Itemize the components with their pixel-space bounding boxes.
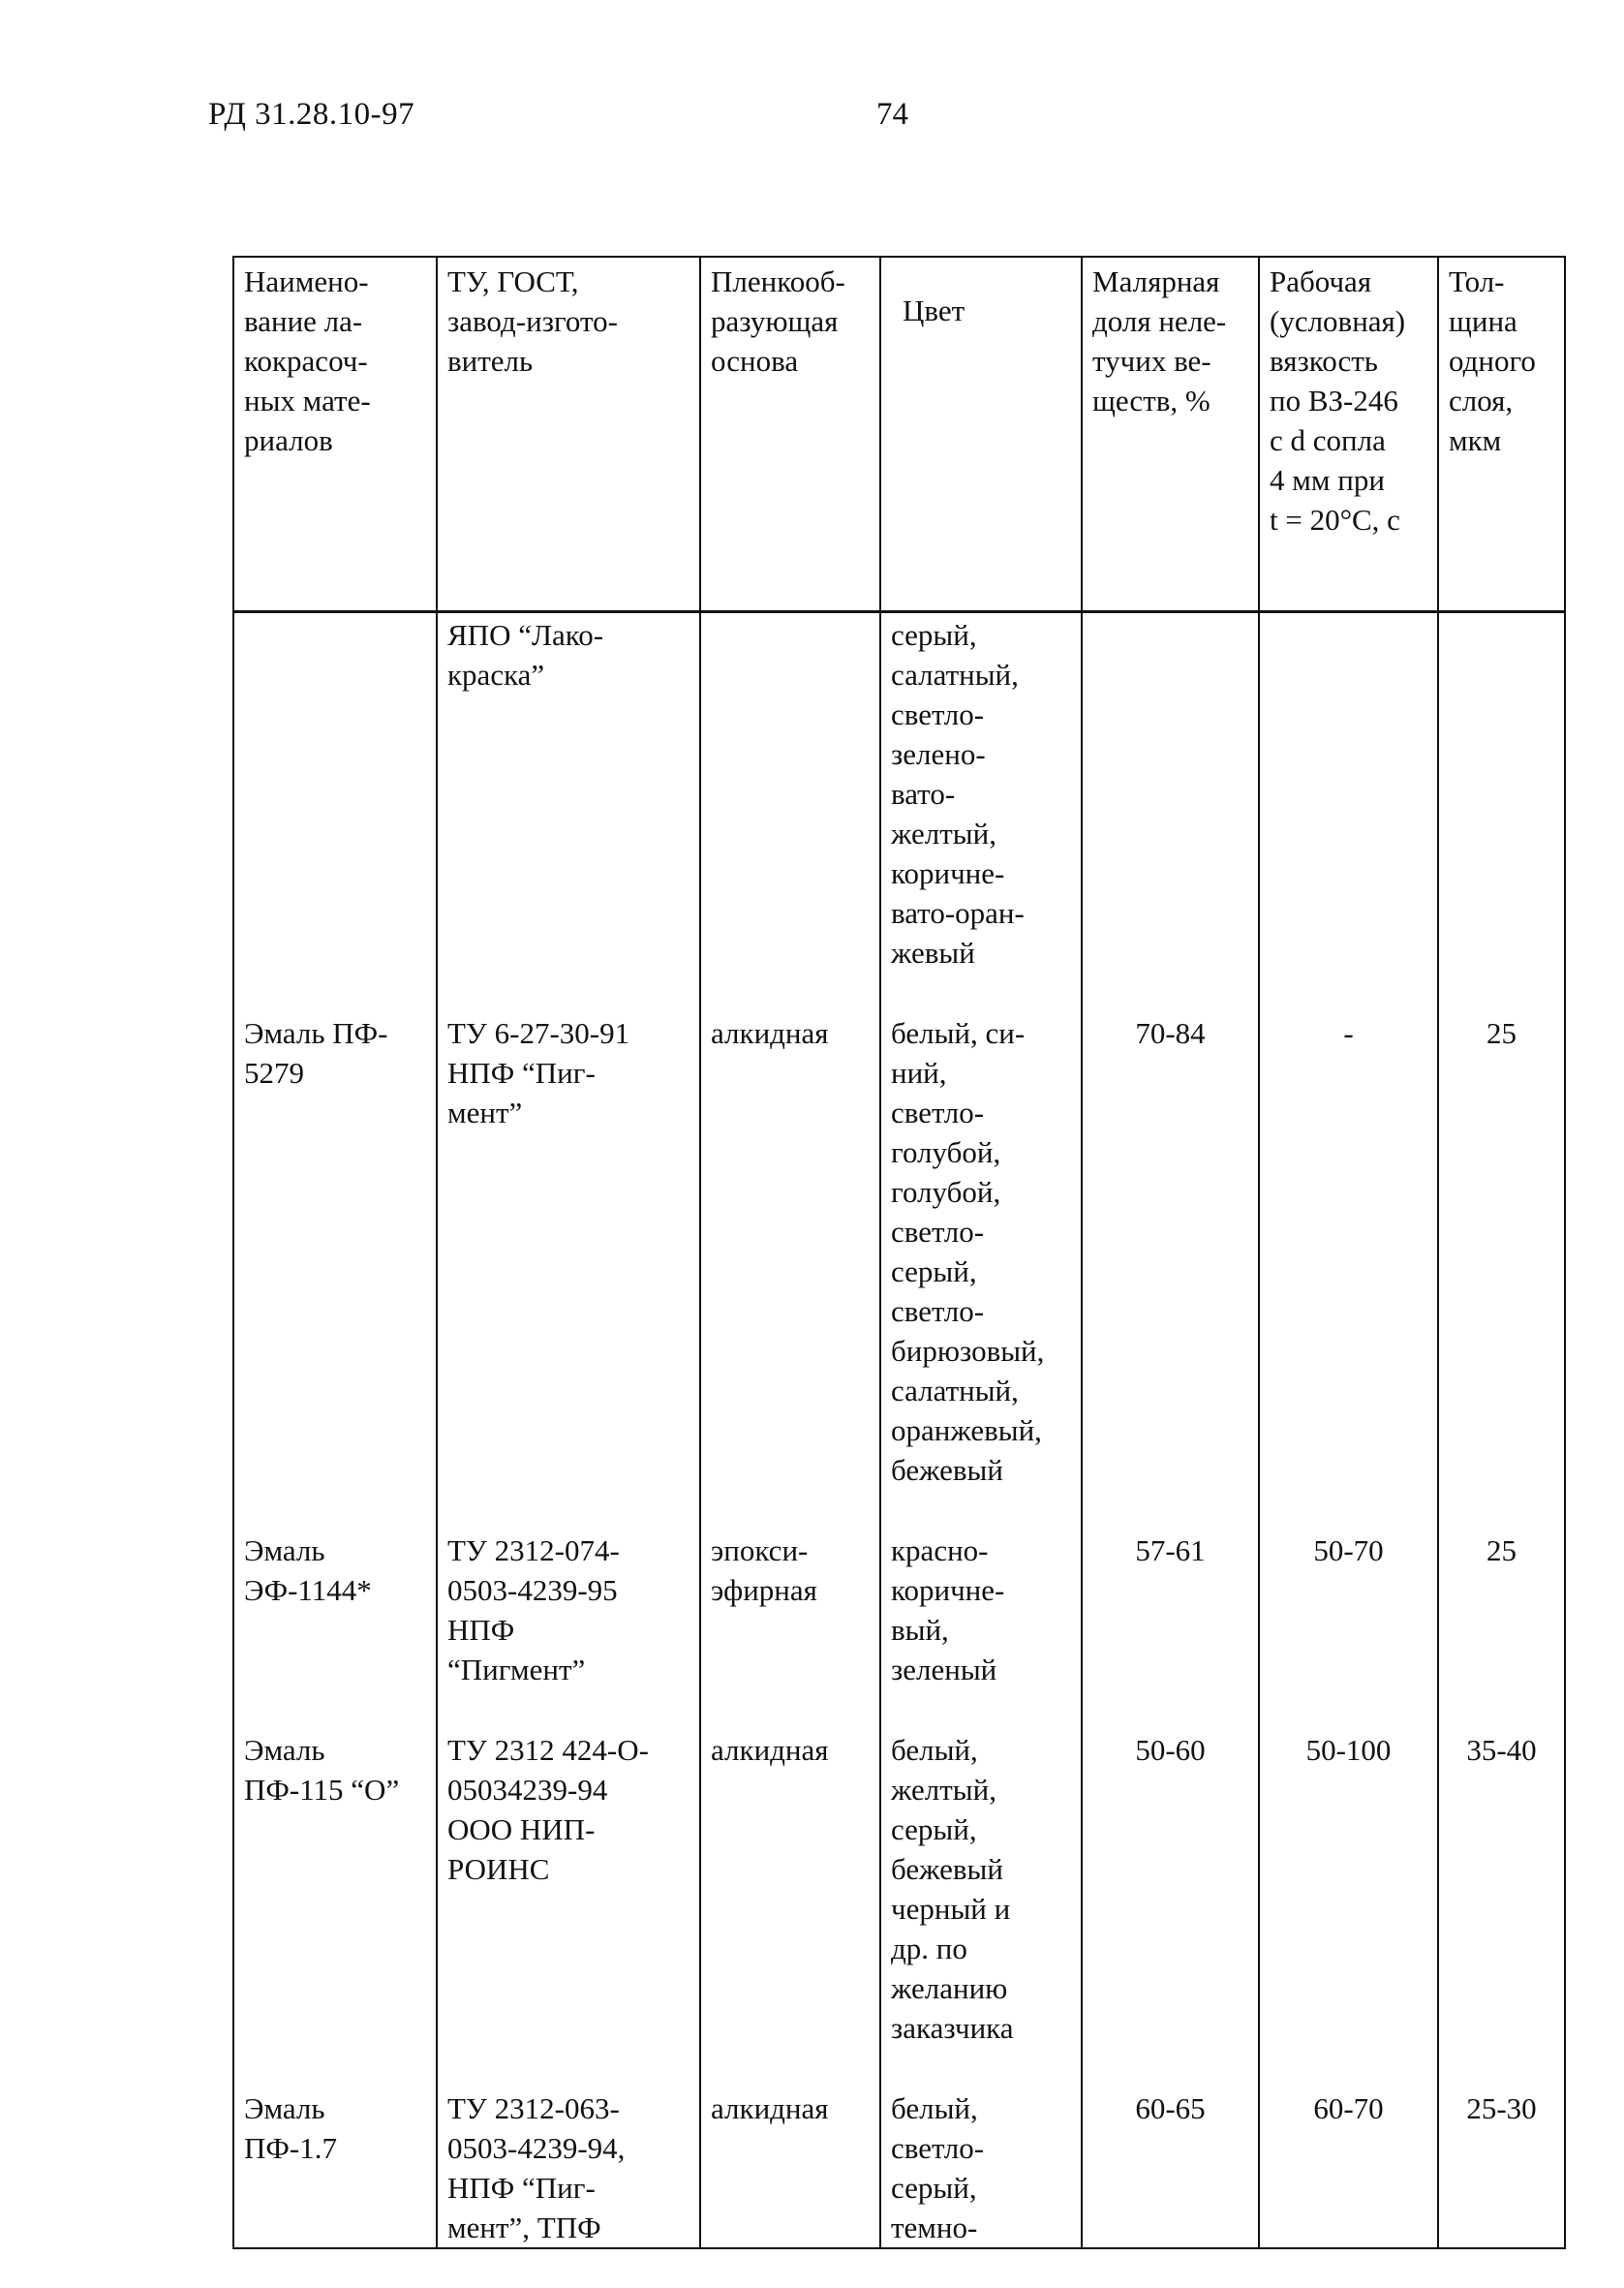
header-film-former [700, 257, 880, 612]
cell-text-line: НПФ “Пиг- [447, 1056, 596, 1090]
header-text-line: Рабочая [1270, 264, 1372, 298]
cell-text-line: желанию [891, 1971, 1008, 2005]
header-text-line: щина [1449, 304, 1517, 338]
cell-text-line: серый, [891, 618, 977, 652]
header-text-line: ТУ, ГОСТ, [447, 264, 579, 298]
cell-text-line: салатный, [891, 658, 1019, 692]
cell-text-line: ТУ 2312-074- [447, 1533, 620, 1567]
cell-text-line: заказчика [891, 2011, 1014, 2045]
cell-text-line: ЯПО “Лако- [447, 618, 604, 652]
header-layer-thickness [1438, 257, 1565, 612]
cell-value: 70-84 [1135, 1016, 1206, 1050]
cell-value: 60-65 [1135, 2091, 1206, 2125]
cell-text-line: 05034239-94 [447, 1773, 608, 1807]
header-text-line: мкм [1449, 423, 1502, 457]
cell-spec-manufacturer [437, 612, 700, 1006]
cell-value: 25 [1486, 1533, 1517, 1567]
cell-text-line: оранжевый, [891, 1413, 1042, 1447]
cell-text-line: черный и [891, 1892, 1011, 1926]
table-row [233, 612, 1565, 1006]
cell-layer-thickness [1438, 612, 1565, 1006]
cell-color [880, 612, 1082, 1006]
table-row [233, 1523, 1565, 1722]
cell-nonvolatile-fraction [1082, 1005, 1259, 1523]
header-text-line: t = 20°С, с [1270, 503, 1400, 537]
table-row [233, 1722, 1565, 2081]
cell-text-line: 5279 [244, 1056, 304, 1090]
header-text-line: вание ла- [244, 304, 363, 338]
table-row [233, 1005, 1565, 1523]
paint-materials-table [232, 256, 1566, 2249]
cell-text-line: ООО НИП- [447, 1812, 596, 1846]
header-text-line: завод-изгото- [447, 304, 618, 338]
cell-text-line: светло- [891, 1294, 985, 1328]
cell-layer-thickness [1438, 1005, 1565, 1523]
cell-text-line: ЭФ-1144* [244, 1573, 372, 1607]
header-text-line: слоя, [1449, 384, 1514, 417]
cell-value: 50-100 [1305, 1733, 1392, 1767]
cell-spec-manufacturer [437, 1005, 700, 1523]
cell-color [880, 2081, 1082, 2248]
cell-material-name [233, 1005, 437, 1523]
cell-layer-thickness [1438, 2081, 1565, 2248]
header-text-line: риалов [244, 423, 333, 457]
header-viscosity [1259, 257, 1438, 612]
table-body [233, 612, 1565, 2249]
cell-text-line: зелено- [891, 737, 986, 771]
cell-text-line: РОИНС [447, 1852, 550, 1886]
header-text-line: витель [447, 344, 534, 378]
cell-film-former [700, 612, 880, 1006]
cell-viscosity [1259, 1523, 1438, 1722]
header-text-line: с d сопла [1270, 423, 1386, 457]
cell-text-line: мент” [447, 1096, 523, 1129]
cell-text-line: светло- [891, 697, 985, 731]
cell-nonvolatile-fraction [1082, 2081, 1259, 2248]
cell-value: 25 [1486, 1016, 1517, 1050]
cell-color [880, 1005, 1082, 1523]
cell-value: 50-60 [1135, 1733, 1206, 1767]
cell-text-line: темно- [891, 2211, 978, 2244]
cell-value: 25-30 [1466, 2091, 1537, 2125]
cell-text-line: серый, [891, 2171, 977, 2205]
cell-spec-manufacturer [437, 2081, 700, 2248]
cell-film-former [700, 1722, 880, 2081]
cell-text-line: Эмаль [244, 1733, 325, 1767]
cell-text-line: белый, [891, 2091, 978, 2125]
header-text-line: Малярная [1092, 264, 1220, 298]
cell-text-line: ПФ-115 “О” [244, 1773, 400, 1807]
cell-color [880, 1722, 1082, 2081]
cell-film-former [700, 2081, 880, 2248]
cell-text-line: эпокси- [711, 1533, 809, 1567]
header-text-line: ществ, % [1092, 384, 1210, 417]
header-material-name [233, 257, 437, 612]
cell-viscosity [1259, 1005, 1438, 1523]
cell-value: 35-40 [1466, 1733, 1537, 1767]
cell-text-line: серый, [891, 1254, 977, 1288]
cell-layer-thickness [1438, 1523, 1565, 1722]
cell-text-line: вато-оран- [891, 896, 1025, 930]
cell-film-former [700, 1523, 880, 1722]
header-text-line: (условная) [1270, 304, 1406, 338]
cell-text-line: голубой, [891, 1175, 1001, 1209]
cell-value: 60-70 [1313, 2091, 1384, 2125]
cell-viscosity [1259, 2081, 1438, 2248]
header-text-line: Наимено- [244, 264, 369, 298]
header-text-line: доля неле- [1092, 304, 1227, 338]
cell-text-line: зеленый [891, 1653, 997, 1686]
cell-text-line: НПФ “Пиг- [447, 2171, 596, 2205]
header-text-line: кокрасоч- [244, 344, 368, 378]
cell-text-line: др. по [891, 1932, 967, 1965]
cell-text-line: белый, си- [891, 1016, 1026, 1050]
header-text-line: Цвет [903, 294, 965, 327]
cell-text-line: вато- [891, 777, 956, 811]
cell-color [880, 1523, 1082, 1722]
cell-spec-manufacturer [437, 1523, 700, 1722]
cell-text-line: ТУ 6-27-30-91 [447, 1016, 630, 1050]
cell-text-line: серый, [891, 1812, 977, 1846]
cell-text-line: красно- [891, 1533, 989, 1567]
cell-text-line: 0503-4239-95 [447, 1573, 618, 1607]
cell-text-line: алкидная [711, 2091, 829, 2125]
cell-text-line: жевый [891, 936, 975, 970]
cell-text-line: Эмаль ПФ- [244, 1016, 388, 1050]
cell-text-line: эфирная [711, 1573, 817, 1607]
cell-text-line: 0503-4239-94, [447, 2131, 626, 2165]
cell-film-former [700, 1005, 880, 1523]
cell-value: - [1343, 1016, 1354, 1050]
header-text-line: ных мате- [244, 384, 371, 417]
cell-text-line: белый, [891, 1733, 978, 1767]
header-text-line: по ВЗ-246 [1270, 384, 1398, 417]
cell-text-line: ПФ-1.7 [244, 2131, 337, 2165]
cell-text-line: ТУ 2312-063- [447, 2091, 620, 2125]
cell-value: 50-70 [1313, 1533, 1384, 1567]
cell-text-line: коричне- [891, 1573, 1005, 1607]
table-header-row [233, 257, 1565, 612]
cell-nonvolatile-fraction [1082, 1523, 1259, 1722]
header-nonvolatile-fraction [1082, 257, 1259, 612]
cell-text-line: ТУ 2312 424-О- [447, 1733, 649, 1767]
cell-text-line: коричне- [891, 856, 1005, 890]
cell-material-name [233, 1523, 437, 1722]
cell-text-line: краска” [447, 658, 545, 692]
cell-text-line: желтый, [891, 817, 996, 850]
cell-text-line: вый, [891, 1613, 949, 1647]
cell-text-line: Эмаль [244, 1533, 325, 1567]
document-code: РД 31.28.10-97 [208, 97, 415, 132]
header-text-line: 4 мм при [1270, 463, 1385, 497]
header-text-line: тучих ве- [1092, 344, 1211, 378]
cell-viscosity [1259, 1722, 1438, 2081]
cell-text-line: светло- [891, 1215, 985, 1249]
cell-text-line: бежевый [891, 1852, 1003, 1886]
cell-viscosity [1259, 612, 1438, 1006]
cell-text-line: бирюзовый, [891, 1334, 1045, 1368]
header-spec-manufacturer [437, 257, 700, 612]
cell-text-line: “Пигмент” [447, 1653, 586, 1686]
cell-text-line: алкидная [711, 1016, 829, 1050]
cell-text-line: бежевый [891, 1453, 1003, 1487]
cell-material-name [233, 612, 437, 1006]
cell-text-line: Эмаль [244, 2091, 325, 2125]
header-text-line: Пленкооб- [711, 264, 845, 298]
page-number: 74 [876, 97, 908, 132]
cell-material-name [233, 2081, 437, 2248]
cell-spec-manufacturer [437, 1722, 700, 2081]
cell-text-line: алкидная [711, 1733, 829, 1767]
header-text-line: основа [711, 344, 799, 378]
cell-text-line: ний, [891, 1056, 947, 1090]
header-text-line: разующая [711, 304, 839, 338]
header-text-line: Тол- [1449, 264, 1505, 298]
cell-text-line: салатный, [891, 1374, 1019, 1407]
cell-value: 57-61 [1135, 1533, 1206, 1567]
cell-text-line: НПФ [447, 1613, 515, 1647]
cell-text-line: желтый, [891, 1773, 996, 1807]
cell-material-name [233, 1722, 437, 2081]
cell-nonvolatile-fraction [1082, 612, 1259, 1006]
header-text-line: одного [1449, 344, 1536, 378]
cell-text-line: голубой, [891, 1135, 1001, 1169]
cell-text-line: светло- [891, 1096, 985, 1129]
cell-layer-thickness [1438, 1722, 1565, 2081]
cell-text-line: светло- [891, 2131, 985, 2165]
header-text-line: вязкость [1270, 344, 1378, 378]
cell-nonvolatile-fraction [1082, 1722, 1259, 2081]
table-row [233, 2081, 1565, 2248]
cell-text-line: мент”, ТПФ [447, 2211, 601, 2244]
header-color [880, 257, 1082, 612]
